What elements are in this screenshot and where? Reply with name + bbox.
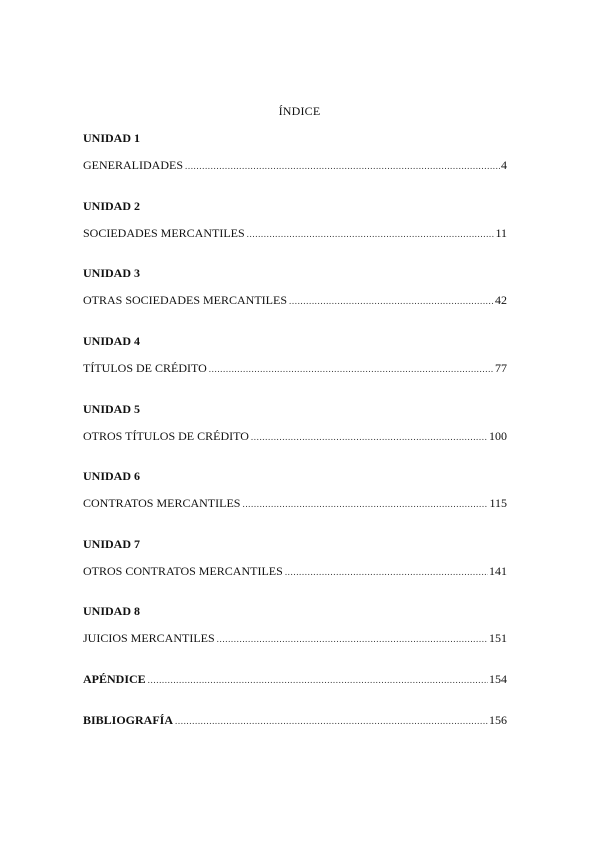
toc-entry-5: [83, 429, 507, 444]
toc-page-number: 42: [495, 293, 507, 307]
toc-entry-bibliography: [83, 713, 507, 728]
toc-entry-label: GENERALIDADES: [83, 158, 183, 172]
dot-leader: [247, 229, 495, 239]
toc-entry-1: [83, 158, 507, 173]
toc-entry-label: SOCIEDADES MERCANTILES: [83, 226, 245, 240]
toc-page-number: 77: [495, 361, 507, 375]
toc-entry-label: TÍTULOS DE CRÉDITO: [83, 361, 207, 375]
toc-entry-label: CONTRATOS MERCANTILES: [83, 496, 241, 510]
unit-heading-8: UNIDAD 8: [83, 604, 140, 618]
toc-entry-3: [83, 293, 507, 308]
unit-heading-2: UNIDAD 2: [83, 199, 140, 213]
toc-entry-label: JUICIOS MERCANTILES: [83, 631, 215, 645]
appendix-label: APÉNDICE: [83, 672, 146, 686]
unit-heading-1: UNIDAD 1: [83, 131, 140, 145]
toc-page-number: 141: [489, 564, 507, 578]
toc-entry-8: [83, 631, 507, 646]
dot-leader: [285, 567, 488, 577]
toc-entry-6: [83, 496, 507, 511]
dot-leader: [242, 499, 488, 509]
toc-entry-7: [83, 564, 507, 579]
dot-leader: [217, 634, 488, 644]
index-title: ÍNDICE: [278, 104, 321, 118]
dot-leader: [209, 364, 494, 374]
unit-heading-5: UNIDAD 5: [83, 402, 140, 416]
unit-heading-4: UNIDAD 4: [83, 334, 140, 348]
bibliography-label: BIBLIOGRAFÍA: [83, 713, 174, 727]
unit-heading-3: UNIDAD 3: [83, 266, 140, 280]
toc-entry-label: OTROS CONTRATOS MERCANTILES: [83, 564, 283, 578]
dot-leader: [175, 716, 488, 726]
toc-entry-2: [83, 226, 507, 241]
toc-page-number: 11: [495, 226, 507, 240]
toc-page-number: 115: [489, 496, 507, 510]
dot-leader: [185, 161, 500, 171]
toc-entry-label: OTROS TÍTULOS DE CRÉDITO: [83, 429, 249, 443]
toc-entry-4: [83, 361, 507, 376]
toc-entry-label: OTRAS SOCIEDADES MERCANTILES: [83, 293, 288, 307]
toc-page-number: 154: [489, 672, 507, 686]
unit-heading-6: UNIDAD 6: [83, 469, 140, 483]
toc-page-number: 151: [489, 631, 507, 645]
dot-leader: [251, 432, 488, 442]
toc-page-number: 156: [489, 713, 507, 727]
toc-page-number: 100: [489, 429, 507, 443]
dot-leader: [289, 296, 494, 306]
toc-page-number: 4: [501, 158, 507, 172]
toc-entry-appendix: [83, 672, 507, 687]
unit-heading-7: UNIDAD 7: [83, 537, 140, 551]
dot-leader: [148, 675, 488, 685]
